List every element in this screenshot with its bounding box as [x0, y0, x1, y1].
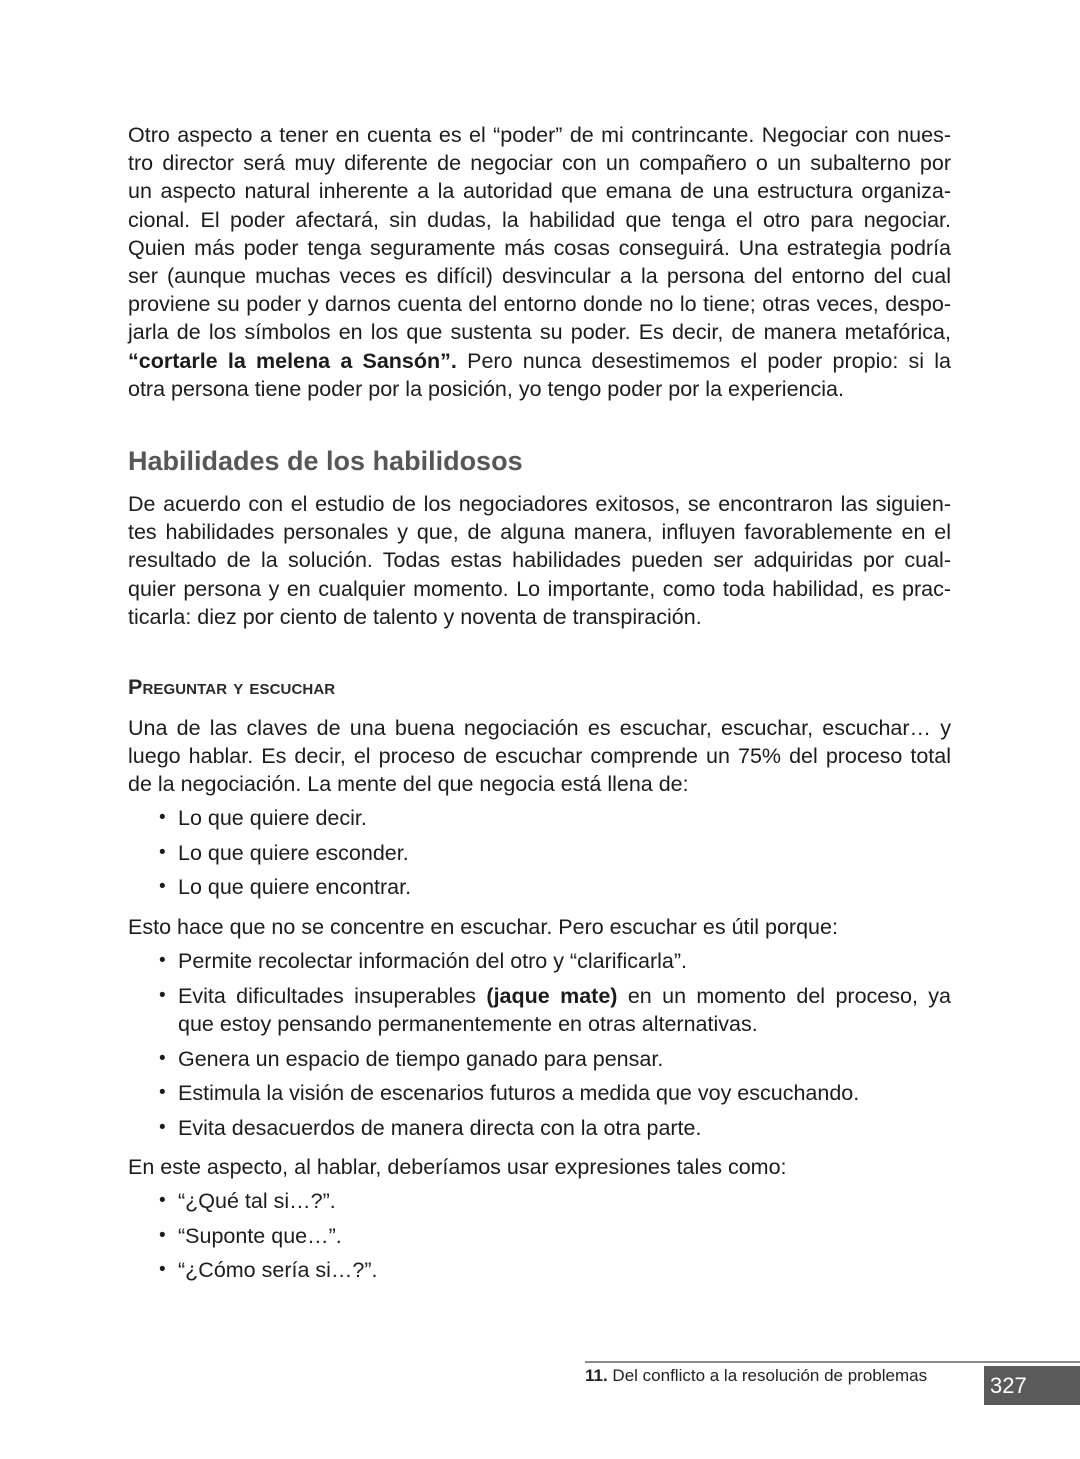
text-fragment: Pero nunca desestimemos el poder propio: si la	[456, 348, 951, 373]
text-fragment: en un momento del proceso, ya	[617, 983, 952, 1008]
text-line	[178, 982, 951, 1010]
text-line: resultado de la solución. Todas estas habilidades pueden ser adquiridas por cual-	[128, 548, 951, 573]
list-item	[128, 982, 951, 1038]
intro-text	[128, 121, 951, 403]
text-line: otra persona tiene poder por la posición, yo tengo poder por la experiencia.	[128, 376, 844, 401]
text-line: ser (aunque muchas veces es difícil) desvincular a la persona del entorno del cual	[128, 264, 951, 289]
text-line: proviene su poder y darnos cuenta del entorno donde no lo tiene; otras veces, despo-	[128, 292, 951, 317]
list-item: • Lo que quiere decir.	[128, 804, 951, 832]
text-line: luego hablar. Es decir, el proceso de escuchar comprende un 75% del proceso total	[128, 744, 951, 769]
bold-phrase: (jaque mate)	[486, 983, 618, 1008]
chapter-title: Del conflicto a la resolución de problemas	[607, 1366, 928, 1385]
expressions-intro: En este aspecto, al hablar, deberíamos usar expresiones tales como:	[128, 1155, 787, 1179]
list-item: • Evita desacuerdos de manera directa con la otra parte.	[128, 1114, 951, 1142]
footer-chapter	[585, 1366, 927, 1386]
text-line: Quien más poder tenga seguramente más cosas conseguirá. Una estrategia podría	[128, 235, 951, 260]
list-item: • Genera un espacio de tiempo ganado para pensar.	[128, 1045, 951, 1073]
section-title: Habilidades de los habilidosos	[128, 446, 523, 476]
text-line: cional. El poder afectará, sin dudas, la habilidad que tenga el otro para negociar.	[128, 207, 951, 232]
page-number: 327	[984, 1366, 1080, 1405]
text-line: ticarla: diez por ciento de talento y noventa de transpiración.	[128, 604, 702, 629]
text-line: Una de las claves de una buena negociación es escuchar, escuchar, escuchar… y	[128, 716, 951, 740]
text-line	[128, 347, 951, 375]
subsection-title: Preguntar y escuchar	[128, 675, 336, 699]
intro-paragraph	[128, 121, 951, 403]
text-line: Otro aspecto a tener en cuenta es el “poder” de mi contrincante. Negociar con nues-	[128, 123, 951, 147]
text-line: jarla de los símbolos en los que sustenta su poder. Es decir, de manera metafórica,	[128, 320, 951, 345]
list-item: • Permite recolectar información del otro y “clarificarla”.	[128, 947, 951, 975]
list-item: • “Suponte que…”.	[128, 1222, 951, 1250]
bold-phrase: “cortarle la melena a Sansón”.	[128, 348, 457, 373]
text-line: De acuerdo con el estudio de los negociadores exitosos, se encontraron las siguien-	[128, 492, 951, 516]
list-item: • “¿Qué tal si…?”.	[128, 1187, 951, 1215]
text-line: de la negociación. La mente del que negocia está llena de:	[128, 772, 689, 797]
useful-intro: Esto hace que no se concentre en escuchar. Pero escuchar es útil porque:	[128, 915, 838, 939]
footer-divider	[585, 1361, 1080, 1363]
mind-list	[128, 804, 951, 902]
expressions-list	[128, 1187, 951, 1285]
chapter-number: 11.	[585, 1366, 608, 1385]
text-line: quier persona y en cualquier momento. Lo importante, como toda habilidad, es prac-	[128, 576, 951, 601]
subsection-intro	[128, 714, 951, 799]
list-item: • Estimula la visión de escenarios futuros a medida que voy escuchando.	[128, 1079, 951, 1107]
text-line: tes habilidades personales y que, de alguna manera, influyen favorablemente en el	[128, 520, 951, 545]
text-line: un aspecto natural inherente a la autoridad que emana de una estructura organiza-	[128, 179, 951, 204]
list-item: • Lo que quiere encontrar.	[128, 873, 951, 901]
text-fragment: Evita dificultades insuperables	[178, 983, 487, 1008]
list-item: • “¿Cómo sería si…?”.	[128, 1256, 951, 1284]
text-line: tro director será muy diferente de negociar con un compañero o un subalterno por	[128, 151, 951, 176]
list-item: • Lo que quiere esconder.	[128, 839, 951, 867]
text-line: que estoy pensando permanentemente en otras alternativas.	[178, 1011, 758, 1036]
section-paragraph	[128, 490, 951, 631]
useful-list	[128, 947, 951, 1142]
